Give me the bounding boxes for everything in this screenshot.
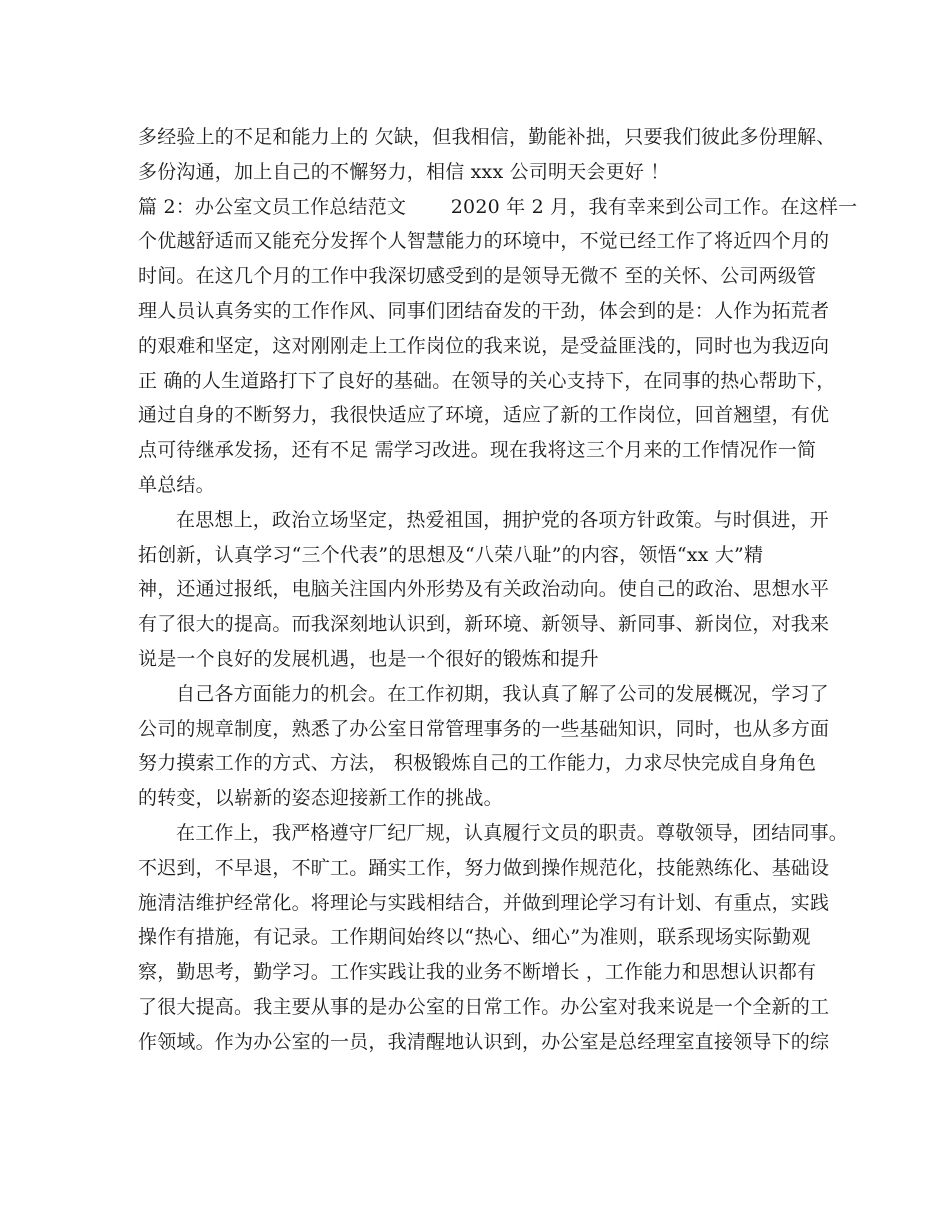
text-line: 努力摸索工作的方式、方法， 积极锻炼自己的工作能力，力求尽快完成自身角色 — [138, 752, 817, 775]
text-line: 操作有措施，有记录。工作期间始终以“热心、细心”为准则，联系现场实际勤观 — [138, 926, 811, 949]
text-line: 察，勤思考，勤学习。工作实践让我的业务不断增长 ，工作能力和思想认识都有 — [138, 961, 817, 984]
text-line: 施清洁维护经常化。将理论与实践相结合，并做到理论学习有计划、有重点，实践 — [138, 891, 830, 914]
text-line: 正 确的人生道路打下了良好的基础。在领导的关心支持下，在同事的热心帮助下， — [138, 369, 836, 392]
text-line: 了很大提高。我主要从事的是办公室的日常工作。办公室对我来说是一个全新的工 — [138, 995, 830, 1018]
paragraph-start-line: 在思想上，政治立场坚定，热爱祖国，拥护党的各项方针政策。与时俱进，开 — [176, 508, 829, 531]
text-line: 点可待继承发扬，还有不足 需学习改进。现在我将这三个月来的工作情况作一简 — [138, 439, 817, 462]
document-body — [138, 120, 858, 1060]
text-line: 作领域。作为办公室的一员，我清醒地认识到，办公室是总经理室直接领导下的综 — [138, 1030, 830, 1053]
text-line: 多经验上的不足和能力上的 欠缺，但我相信，勤能补拙，只要我们彼此多份理解、 — [138, 126, 836, 148]
text-line: 有了很大的提高。而我深刻地认识到，新环境、新领导、新同事、新岗位，对我来 — [138, 613, 830, 636]
text-line: 公司的规章制度，熟悉了办公室日常管理事务的一些基础知识，同时，也从多方面 — [138, 717, 830, 740]
text-line: 时间。在这几个月的工作中我深切感受到的是领导无微不 至的关怀、公司两级管 — [138, 265, 817, 288]
text-line: 不迟到，不早退，不旷工。踊实工作，努力做到操作规范化，技能熟练化、基础设 — [138, 856, 830, 879]
text-line: 拓创新，认真学习“三个代表”的思想及“八荣八耻”的内容，领悟“xx 大”精 — [138, 543, 764, 566]
text-line: 的艰难和坚定，这对刚刚走上工作岗位的我来说，是受益匪浅的，同时也为我迈向 — [138, 334, 830, 357]
text-line: 多份沟通，加上自己的不懈努力，相信 xxx 公司明天会更好 ！ — [138, 160, 670, 183]
text-line: 通过自身的不断努力，我很快适应了环境，适应了新的工作岗位，回首翘望，有优 — [138, 404, 830, 427]
section-heading-line: 篇 2：办公室文员工作总结范文 2020 年 2 月，我有幸来到公司工作。在这样一 — [138, 195, 858, 218]
text-line: 个优越舒适而又能充分发挥个人智慧能力的环境中，不觉已经工作了将近四个月的 — [138, 230, 830, 253]
text-line: 的转变，以崭新的姿态迎接新工作的挑战。 — [138, 787, 503, 810]
text-line: 理人员认真务实的工作作风、同事们团结奋发的干劲，体会到的是：人作为拓荒者 — [138, 299, 830, 322]
paragraph-start-line: 自己各方面能力的机会。在工作初期，我认真了解了公司的发展概况，学习了 — [176, 682, 829, 705]
paragraph-start-line: 在工作上，我严格遵守厂纪厂规，认真履行文员的职责。尊敬领导，团结同事。 — [176, 821, 849, 844]
text-line: 神，还通过报纸，电脑关注国内外形势及有关政治动向。使自己的政治、思想水平 — [138, 578, 830, 601]
text-line: 说是一个良好的发展机遇，也是一个很好的锻炼和提升 — [138, 647, 599, 670]
text-line: 单总结。 — [138, 473, 215, 496]
